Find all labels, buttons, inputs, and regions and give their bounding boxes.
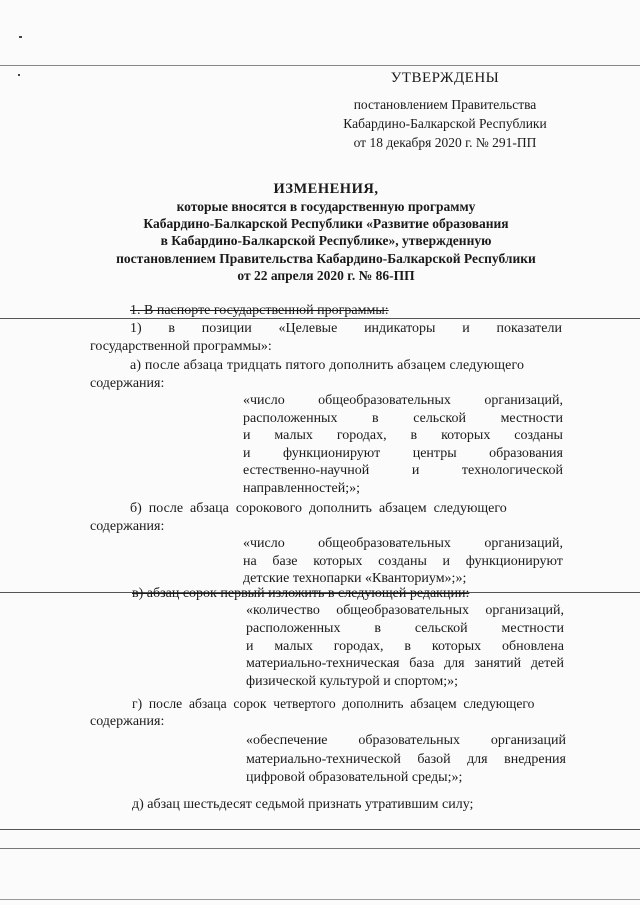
item-g-line: содержания: <box>90 714 165 729</box>
quote-line: и малых городах, в которых обновлена <box>246 638 564 654</box>
item-v-line: в) абзац сорок первый изложить в следующей редакции: <box>132 586 470 601</box>
item-g-line: г) после абзаца сорок четвертого дополнить абзацем следующего <box>132 696 535 711</box>
scan-speck <box>18 74 20 76</box>
item-b-line: содержания: <box>90 519 165 534</box>
subitem-1-line <box>130 320 562 338</box>
scan-line <box>0 848 640 849</box>
item-d-line: д) абзац шестьдесят седьмой признать утратившим силу; <box>132 797 474 812</box>
scan-line <box>0 899 640 900</box>
quote-line: «число общеобразовательных организаций, <box>243 393 563 408</box>
quote-line: на базе которых созданы и функционируют <box>243 553 563 569</box>
word: индикаторы <box>364 321 436 336</box>
quote-line: направленностей;»; <box>243 480 361 496</box>
item-b-line: б) после абзаца сорокового дополнить абзацем следующего <box>130 501 507 516</box>
quote-line: расположенных в сельской местности <box>243 410 563 426</box>
subitem-1-continuation: государственной программы»: <box>90 339 272 354</box>
quote-line: и функционируют центры образования <box>243 445 563 461</box>
document-title <box>88 181 564 284</box>
title-line: постановлением Правительства Кабардино-Балкарской Республики <box>116 250 536 266</box>
scan-line <box>0 829 640 830</box>
quote-line: материально-техническая база для занятий детей <box>246 656 564 672</box>
approval-title: УТВЕРЖДЕНЫ <box>390 70 500 86</box>
item-a-line: содержания: <box>90 376 165 391</box>
item-a-line: а) после абзаца тридцать пятого дополнить абзацем следующего <box>130 358 525 373</box>
quote-line: детские технопарки «Кванториум»;»; <box>243 571 467 587</box>
quote-line: расположенных в сельской местности <box>246 620 564 636</box>
quote-g <box>246 732 566 788</box>
word: и <box>462 321 470 336</box>
scan-line <box>0 65 640 66</box>
quote-line: «число общеобразовательных организаций, <box>243 536 563 551</box>
item-1-heading: 1. В паспорте государственной программы: <box>130 303 389 318</box>
title-line: в Кабардино-Балкарской Республике», утвержденную <box>160 233 492 249</box>
quote-v <box>246 602 564 691</box>
quote-a <box>243 392 563 498</box>
scan-speck <box>19 36 22 38</box>
quote-line: «количество общеобразовательных организаций, <box>246 603 564 618</box>
word: позиции <box>201 321 252 336</box>
approval-line: постановлением Правительства <box>353 97 537 112</box>
title-heading: ИЗМЕНЕНИЯ, <box>273 181 379 197</box>
quote-line: цифровой образовательной среды;»; <box>246 770 463 785</box>
word: в <box>168 321 176 336</box>
quote-line: и малых городах, в которых созданы <box>243 428 563 444</box>
quote-b <box>243 535 563 588</box>
quote-line: материально-технической базой для внедрения <box>246 751 566 767</box>
title-line: которые вносятся в государственную программу <box>176 199 476 214</box>
quote-line: «обеспечение образовательных организаций <box>246 733 566 748</box>
quote-line: физической культурой и спортом;»; <box>246 674 459 690</box>
approval-block <box>330 70 560 152</box>
approval-line: от 18 декабря 2020 г. № 291-ПП <box>353 135 537 150</box>
title-line: от 22 апреля 2020 г. № 86-ПП <box>237 267 415 283</box>
quote-line: естественно-научной и технологической <box>243 463 563 479</box>
word: 1) <box>130 321 142 336</box>
word: «Целевые <box>278 321 338 336</box>
word: показатели <box>496 321 562 336</box>
approval-line: Кабардино-Балкарской Республики <box>343 116 547 131</box>
title-line: Кабардино-Балкарской Республики «Развитие образования <box>143 216 509 232</box>
